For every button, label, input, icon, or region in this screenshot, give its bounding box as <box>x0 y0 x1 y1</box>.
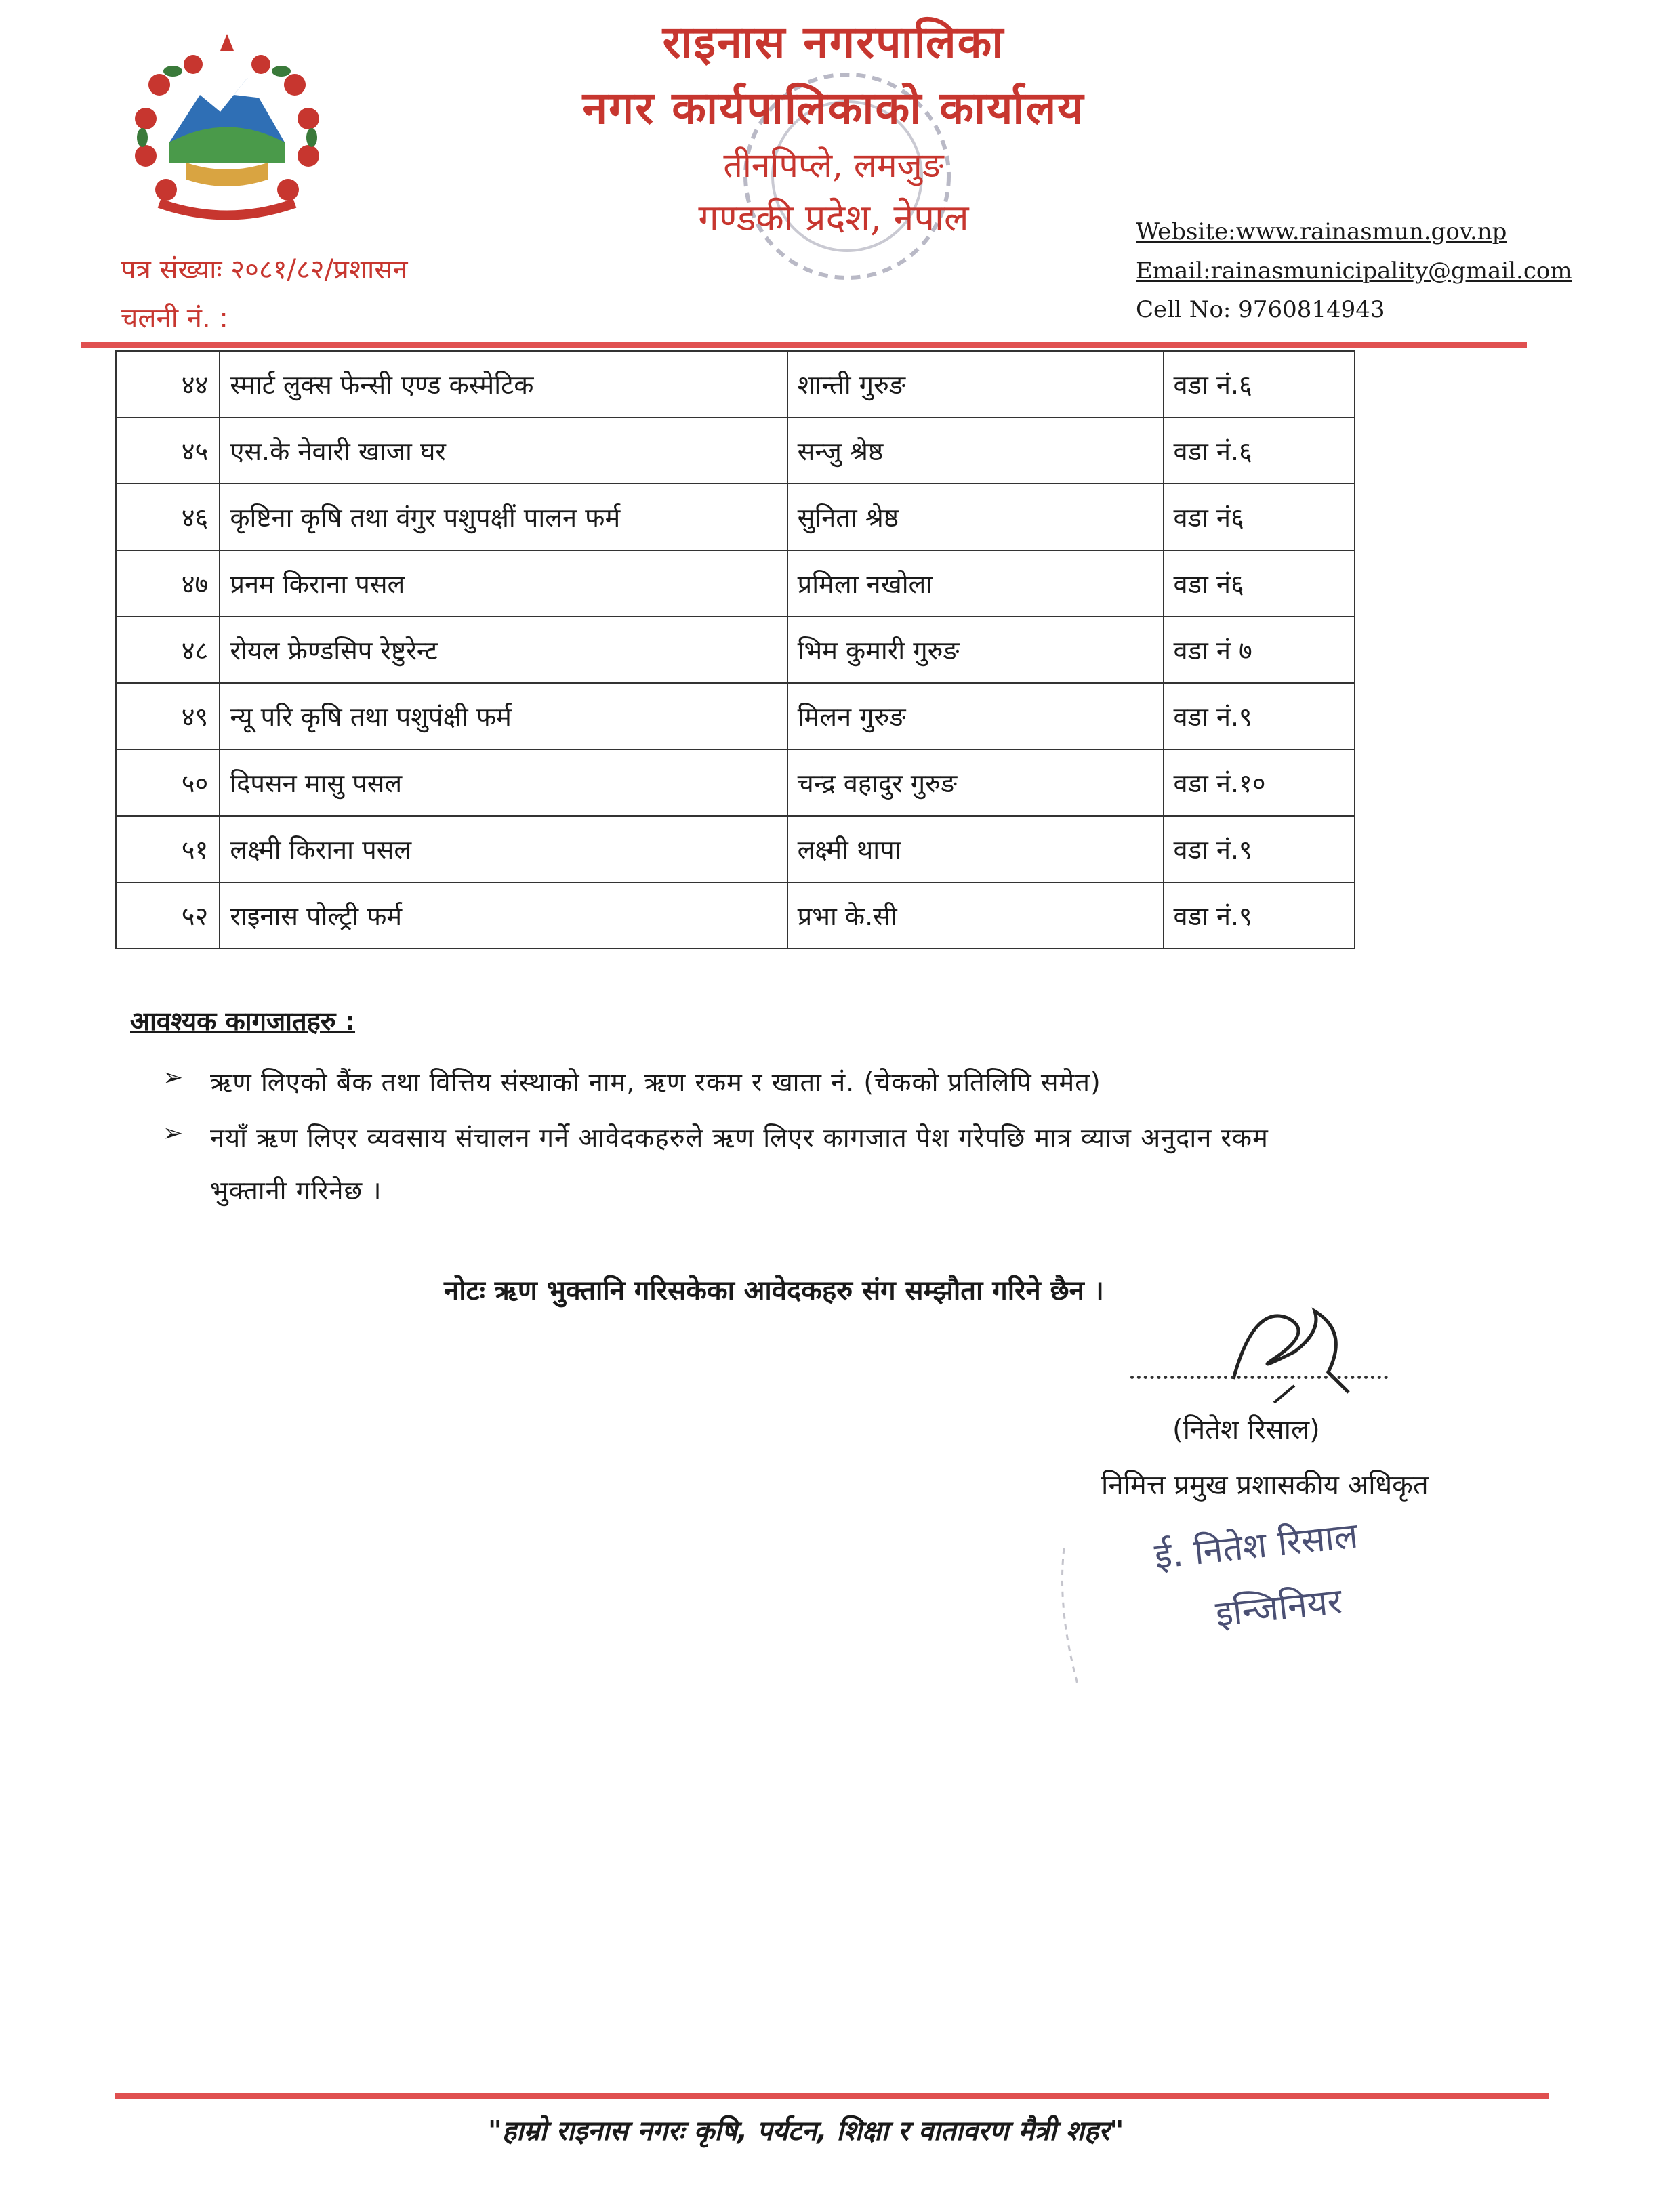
row-owner-name: प्रभा के.सी <box>787 882 1164 949</box>
stamp-title: इन्जिनियर <box>1213 1581 1344 1635</box>
row-business-name: न्यू परि कृषि तथा पशुपंक्षी फर्म <box>220 683 787 749</box>
nepal-emblem-icon <box>112 30 342 234</box>
table-row <box>116 882 1355 949</box>
website-link[interactable]: Website:www.rainasmun.gov.np <box>1136 218 1507 245</box>
row-serial-number: ४६ <box>116 484 220 550</box>
row-owner-name: प्रमिला नखोला <box>787 550 1164 617</box>
office-name: नगर कार्यपालिकाको कार्यालय <box>582 81 1085 134</box>
row-owner-name: लक्ष्मी थापा <box>787 816 1164 882</box>
table-row <box>116 351 1355 417</box>
arrow-bullet-icon: ➢ <box>163 1064 184 1092</box>
cell-number: Cell No: 9760814943 <box>1136 296 1385 323</box>
table-row <box>116 417 1355 484</box>
row-business-name: एस.के नेवारी खाजा घर <box>220 417 787 484</box>
row-ward-number: वडा नं.९ <box>1164 816 1355 882</box>
row-serial-number: ४४ <box>116 351 220 417</box>
row-owner-name: सुनिता श्रेष्ठ <box>787 484 1164 550</box>
office-province: गण्डकी प्रदेश, नेपाल <box>698 197 969 239</box>
row-serial-number: ४९ <box>116 683 220 749</box>
row-serial-number: ४७ <box>116 550 220 617</box>
footer-slogan: "हाम्रो राइनास नगरः कृषि, पर्यटन, शिक्षा र वातावरण मैत्री शहर" <box>488 2115 1124 2147</box>
row-business-name: लक्ष्मी किराना पसल <box>220 816 787 882</box>
requirement-item: नयाँ ऋण लिएर व्यवसाय संचालन गर्ने आवेदकहरुले ऋण लिएर कागजात पेश गरेपछि मात्र व्याज अनुदान रकम <box>210 1123 1269 1153</box>
requirement-item-continued: भुक्तानी गरिनेछ । <box>210 1176 382 1205</box>
table-row <box>116 683 1355 749</box>
signature-line <box>1130 1376 1388 1379</box>
row-ward-number: वडा नं ७ <box>1164 617 1355 683</box>
signatory-name: (नितेश रिसाल) <box>1172 1414 1320 1445</box>
row-ward-number: वडा नं.६ <box>1164 417 1355 484</box>
footer-divider <box>115 2093 1549 2099</box>
arrow-bullet-icon: ➢ <box>163 1119 184 1147</box>
row-serial-number: ५१ <box>116 816 220 882</box>
row-ward-number: वडा नं६ <box>1164 484 1355 550</box>
table-row <box>116 550 1355 617</box>
row-business-name: कृष्टिना कृषि तथा वंगुर पशुपक्षीं पालन फर्म <box>220 484 787 550</box>
office-location: तीनपिप्ले, लमजुङ <box>723 146 944 185</box>
row-business-name: प्रनम किराना पसल <box>220 550 787 617</box>
row-owner-name: सन्जु श्रेष्ठ <box>787 417 1164 484</box>
table-row <box>116 749 1355 816</box>
row-ward-number: वडा नं.६ <box>1164 351 1355 417</box>
row-ward-number: वडा नं.९ <box>1164 683 1355 749</box>
row-ward-number: वडा नं.१० <box>1164 749 1355 816</box>
stamp-name: ई. नितेश रिसाल <box>1152 1515 1360 1577</box>
signatory-title: निमित्त प्रमुख प्रशासकीय अधिकृत <box>1101 1470 1429 1501</box>
row-ward-number: वडा नं.९ <box>1164 882 1355 949</box>
row-ward-number: वडा नं६ <box>1164 550 1355 617</box>
header-divider <box>81 342 1527 348</box>
row-serial-number: ४५ <box>116 417 220 484</box>
handwritten-signature-icon <box>1213 1291 1376 1406</box>
note-text: नोटः ऋण भुक्तानि गरिसकेका आवेदकहरु संग सम्झौता गरिने छैन । <box>444 1275 1104 1306</box>
row-serial-number: ५२ <box>116 882 220 949</box>
table-row <box>116 617 1355 683</box>
requirements-heading: आवश्यक कागजातहरु : <box>130 1006 356 1036</box>
municipality-name: राइनास नगरपालिका <box>662 16 1005 68</box>
row-business-name: रोयल फ्रेण्डसिप रेष्टुरेन्ट <box>220 617 787 683</box>
row-serial-number: ४८ <box>116 617 220 683</box>
row-business-name: दिपसन मासु पसल <box>220 749 787 816</box>
row-business-name: राइनास पोल्ट्री फर्म <box>220 882 787 949</box>
row-business-name: स्मार्ट लुक्स फेन्सी एण्ड कस्मेटिक <box>220 351 787 417</box>
table-row <box>116 816 1355 882</box>
row-serial-number: ५० <box>116 749 220 816</box>
email-link[interactable]: Email:rainasmunicipality@gmail.com <box>1136 257 1572 285</box>
dispatch-number: चलनी नं. : <box>121 303 228 334</box>
reference-number: पत्र संख्याः २०८१/८२/प्रशासन <box>121 254 408 285</box>
table-row <box>116 484 1355 550</box>
row-owner-name: चन्द्र वहादुर गुरुङ <box>787 749 1164 816</box>
row-owner-name: शान्ती गुरुङ <box>787 351 1164 417</box>
row-owner-name: मिलन गुरुङ <box>787 683 1164 749</box>
requirement-item: ऋण लिएको बैंक तथा वित्तिय संस्थाको नाम, ऋण रकम र खाता नं. (चेकको प्रतिलिपि समेत) <box>210 1067 1101 1097</box>
row-owner-name: भिम कुमारी गुरुङ <box>787 617 1164 683</box>
business-list-table <box>115 350 1355 949</box>
